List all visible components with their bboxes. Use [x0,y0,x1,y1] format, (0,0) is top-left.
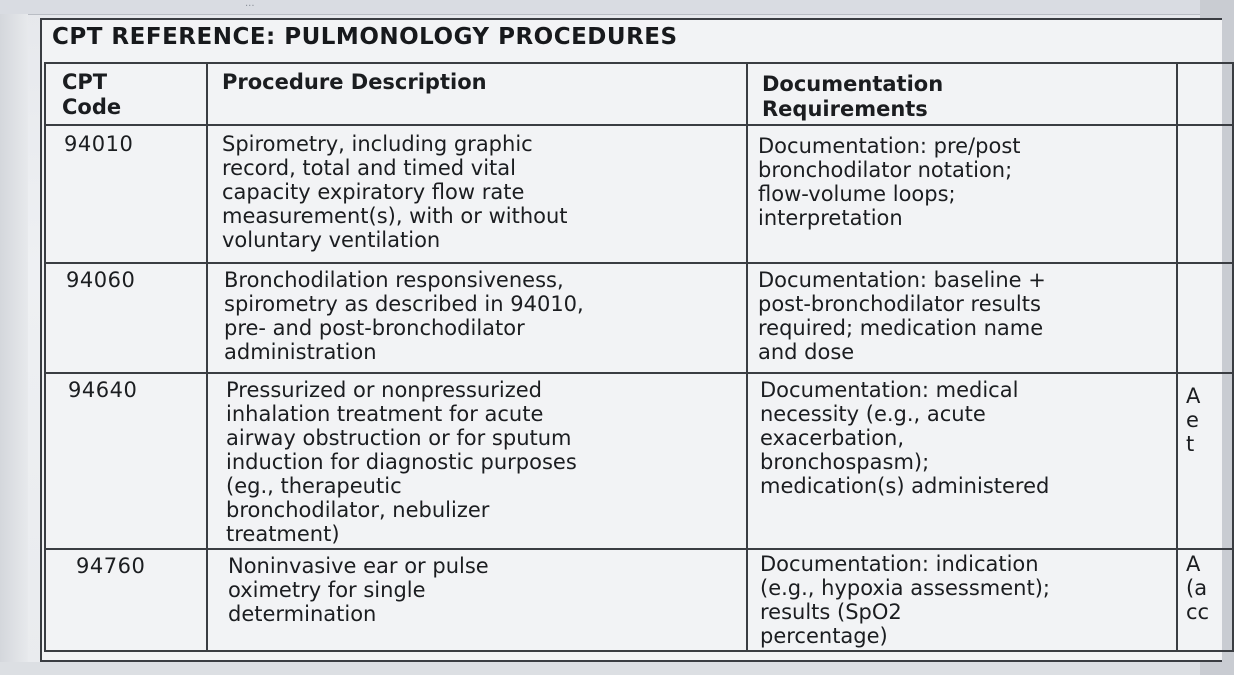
documentation-line: required; medication name [758,316,1044,340]
documentation-line: interpretation [758,206,903,230]
documentation-line: necessity (e.g., acute [760,402,986,426]
description-line: bronchodilator, nebulizer [226,498,490,522]
header-cpt-code-line: Code [62,95,122,119]
header-documentation-requirements [747,63,1177,125]
header-documentation-line: Documentation [762,72,944,96]
window-tab-strip [0,0,1200,15]
documentation-line: bronchospasm); [760,450,930,474]
description-line: airway obstruction or for sputum [226,426,572,450]
documentation-line: and dose [758,340,855,364]
documentation-cell [747,373,1177,549]
documentation-cell [747,125,1177,263]
header-cpt-code-line: CPT [62,70,108,94]
table-header-row [45,63,1233,125]
documentation-line: flow-volume loops; [758,182,956,206]
cut-off-text-line: A [1186,552,1201,576]
documentation-line: results (SpO2 [760,600,902,624]
description-line: measurement(s), with or without [222,204,568,228]
documentation-line: post-bronchodilator results [758,292,1041,316]
documentation-line: bronchodilator notation; [758,158,1013,182]
window-tab-text: ... [245,0,255,9]
header-documentation-line: Requirements [762,97,928,121]
description-line: treatment) [226,522,340,546]
description-line: Bronchodilation responsiveness, [224,268,564,292]
documentation-line: (e.g., hypoxia assessment); [760,576,1050,600]
cut-off-cell [1177,373,1233,549]
documentation-line: exacerbation, [760,426,905,450]
cpt-code-cell [45,549,207,651]
cut-off-text-line: t [1186,432,1195,456]
procedure-description-cell [207,125,747,263]
table-row [45,373,1233,549]
description-line: (eg., therapeutic [226,474,402,498]
description-line: Pressurized or nonpressurized [226,378,542,402]
cut-off-cell [1177,125,1233,263]
cpt-code-cell [45,125,207,263]
description-line: administration [224,340,377,364]
documentation-line: Documentation: pre/post [758,134,1021,158]
cpt-code: 94060 [66,268,136,292]
documentation-line: percentage) [760,624,888,648]
cpt-code-cell [45,373,207,549]
documentation-line: medication(s) administered [760,474,1050,498]
description-line: oximetry for single [228,578,426,602]
cpt-code: 94010 [64,132,134,156]
cut-off-text-line: A [1186,384,1201,408]
description-line: spirometry as described in 94010, [224,292,584,316]
screen-bottom-edge [0,662,1200,675]
description-line: record, total and timed vital [222,156,516,180]
documentation-cell [747,549,1177,651]
table-row [45,125,1233,263]
description-line: induction for diagnostic purposes [226,450,577,474]
description-line: inhalation treatment for acute [226,402,544,426]
description-line: voluntary ventilation [222,228,441,252]
cpt-code-cell [45,263,207,373]
header-procedure-description [207,63,747,125]
procedure-description-cell [207,549,747,651]
description-line: Spirometry, including graphic [222,132,533,156]
procedure-description-cell [207,263,747,373]
document-title: CPT REFERENCE: PULMONOLOGY PROCEDURES [52,24,678,50]
header-procedure-description-line: Procedure Description [222,70,487,94]
cpt-code: 94760 [76,554,146,578]
documentation-line: Documentation: baseline + [758,268,1046,292]
cut-off-text-line: e [1186,408,1199,432]
cpt-code: 94640 [68,378,138,402]
documentation-cell [747,263,1177,373]
header-cut-off-column [1177,63,1233,125]
description-line: capacity expiratory flow rate [222,180,525,204]
procedure-description-cell [207,373,747,549]
description-line: Noninvasive ear or pulse [228,554,489,578]
cut-off-cell [1177,549,1233,651]
header-cpt-code [45,63,207,125]
cut-off-text-line: cc [1186,600,1210,624]
description-line: pre- and post-bronchodilator [224,316,525,340]
cut-off-text-line: (a [1186,576,1208,600]
description-line: determination [228,602,377,626]
table-row [45,263,1233,373]
table-row [45,549,1233,651]
documentation-line: Documentation: indication [760,552,1039,576]
left-window-edge [0,14,28,675]
cpt-reference-table [44,62,1234,652]
documentation-line: Documentation: medical [760,378,1019,402]
cut-off-cell [1177,263,1233,373]
